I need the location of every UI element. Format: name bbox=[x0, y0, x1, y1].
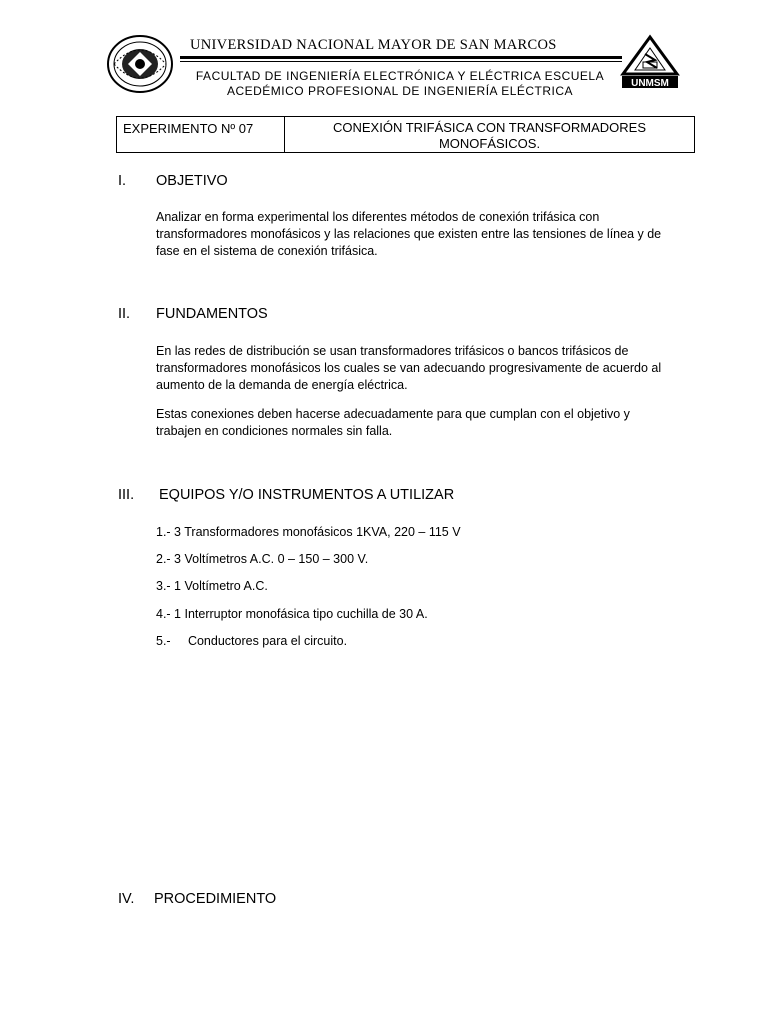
faculty-logo-text: UNMSM bbox=[631, 78, 669, 89]
section-3-title: EQUIPOS Y/O INSTRUMENTOS A UTILIZAR bbox=[159, 487, 455, 503]
section-2-paragraph-2: Estas conexiones deben hacerse adecuadamente para que cumplan con el objetivo y trabajen en condiciones normales sin falla. bbox=[156, 407, 630, 438]
experiment-number: EXPERIMENTO Nº 07 bbox=[117, 117, 285, 152]
section-1-number: I. bbox=[118, 173, 127, 189]
header-rule-thin bbox=[180, 61, 622, 62]
experiment-title-line-1: CONEXIÓN TRIFÁSICA CON TRANSFORMADORES bbox=[332, 120, 646, 135]
equipment-item-2: 2.- 3 Voltímetros A.C. 0 – 150 – 300 V. bbox=[156, 552, 369, 566]
section-2-paragraph-1: En las redes de distribución se usan transformadores trifásicos o bancos trifásicos de transformadores monofásicos los cuales se van adecuando progresivamente de acuerdo al aumento de la demanda de energía eléctrica. bbox=[156, 344, 662, 392]
faculty-line-1: FACULTAD DE INGENIERÍA ELECTRÓNICA Y ELÉCTRICA ESCUELA bbox=[195, 69, 605, 83]
university-name: UNIVERSIDAD NACIONAL MAYOR DE SAN MARCOS bbox=[190, 37, 557, 53]
experiment-title bbox=[285, 117, 694, 152]
section-1-title: OBJETIVO bbox=[156, 173, 228, 189]
faculty-logo bbox=[619, 34, 681, 96]
university-seal-logo bbox=[106, 34, 174, 94]
section-1-paragraph: Analizar en forma experimental los diferentes métodos de conexión trifásica con transformadores monofásicos y las relaciones que existen entre las tensiones de línea y de fase en el sistema de conexión trifásica. bbox=[156, 210, 662, 258]
section-3-number: III. bbox=[118, 487, 135, 503]
experiment-title-line-2: MONOFÁSICOS. bbox=[438, 136, 541, 151]
section-4-title: PROCEDIMIENTO bbox=[154, 891, 277, 907]
section-4-number: IV. bbox=[118, 891, 135, 907]
equipment-item-5: 5.- Conductores para el circuito. bbox=[156, 634, 348, 648]
experiment-box bbox=[116, 116, 695, 153]
equipment-item-1: 1.- 3 Transformadores monofásicos 1KVA, 220 – 115 V bbox=[156, 525, 461, 539]
faculty-name bbox=[175, 69, 625, 99]
equipment-item-4: 4.- 1 Interruptor monofásica tipo cuchilla de 30 A. bbox=[156, 607, 428, 621]
equipment-item-3: 3.- 1 Voltímetro A.C. bbox=[156, 579, 268, 593]
section-2-number: II. bbox=[118, 306, 131, 322]
section-2-title: FUNDAMENTOS bbox=[156, 306, 268, 322]
header-rule-thick bbox=[180, 56, 622, 59]
faculty-line-2: ACEDÉMICO PROFESIONAL DE INGENIERÍA ELÉCTRICA bbox=[226, 84, 574, 98]
